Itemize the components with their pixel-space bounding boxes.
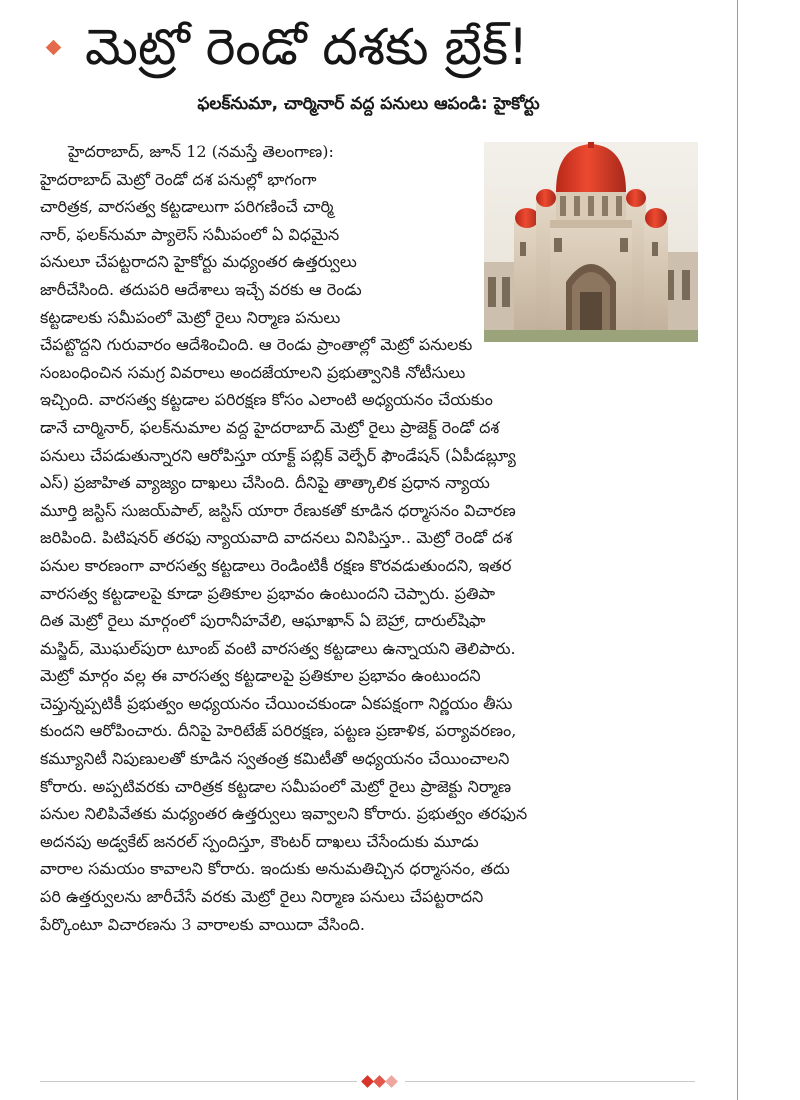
body-line: మస్జిద్, మొఘల్‌పురా టూంబ్ వంటి వారసత్వ కట్టడాలు ఉన్నాయని తెలిపారు. xyxy=(40,638,516,658)
body-line: పనులూ చేపట్టరాదని హైకోర్టు మధ్యంతర ఉత్తర్వులు xyxy=(40,252,357,272)
body-line: కమ్యూనిటీ నిపుణులతో కూడిన స్వతంత్ర కమిటీతో అధ్యయనం చేయించాలని xyxy=(40,749,510,769)
column-divider xyxy=(737,0,738,1100)
body-line: జారీచేసింది. తదుపరి ఆదేశాలు ఇచ్చే వరకు ఆ రెండు xyxy=(40,279,362,299)
body-line: పేర్కొంటూ విచారణను 3 వారాలకు వాయిదా వేసింది. xyxy=(40,914,365,934)
body-line: వారాల సమయం కావాలని కోరారు. ఇందుకు అనుమతిచ్చిన ధర్మాసనం, తదు xyxy=(40,859,510,879)
body-line: పరి ఉత్తర్వులను జారీచేసే వరకు మెట్రో రైలు నిర్మాణ పనులు చేపట్టరాదని xyxy=(40,887,484,907)
body-line: కట్టడాలకు సమీపంలో మెట్రో రైలు నిర్మాణ పనులు xyxy=(40,307,341,327)
body-line: చారిత్రక, వారసత్వ కట్టడాలుగా పరిగణించే చార్మి xyxy=(40,197,334,217)
body-line: ఎస్) ప్రజాహిత వ్యాజ్యం దాఖలు చేసింది. దీనిపై తాత్కాలిక ప్రధాన న్యాయ xyxy=(40,473,490,493)
body-line: మెట్రో మార్గం వల్ల ఈ వారసత్వ కట్టడాలపై ప్రతికూల ప్రభావం ఉంటుందని xyxy=(40,666,481,686)
body-line: మూర్తి జస్టిస్ సుజయ్‌పాల్, జస్టిస్ యారా రేణుకతో కూడిన ధర్మాసనం విచారణ xyxy=(40,500,516,520)
headline xyxy=(38,8,728,86)
body-line: సంబంధించిన సమగ్ర వివరాలు అందజేయాలని ప్రభుత్వానికి నోటీసులు xyxy=(40,362,466,382)
diamond-bullet-icon xyxy=(46,39,62,55)
body-line: నార్, ఫలక్‌నుమా ప్యాలెస్ సమీపంలో ఏ విధమైన xyxy=(40,224,340,244)
headline-text: మెట్రో రెండో దశకు బ్రేక్! xyxy=(85,18,529,76)
body-line: కోరారు. అప్పటివరకు చారిత్రక కట్టడాల సమీపంలో మెట్రో రైలు ప్రాజెక్టు నిర్మాణ xyxy=(40,776,512,796)
ornament-diamond-icon xyxy=(373,1075,386,1088)
body-line: పనుల నిలిపివేతకు మధ్యంతర ఉత్తర్వులు ఇవ్వాలని కోరారు. ప్రభుత్వం తరఫున xyxy=(40,804,528,824)
body-line: దిత మెట్రో రైలు మార్గంలో పురానీహవేలి, ఆఘాఖాన్ ఏ బెహ్రా, దారుల్‌షిఫా xyxy=(40,611,486,631)
body-line: కుందని ఆరోపించారు. దీనిపై హెరిటేజ్ పరిరక్షణ, పట్టణ ప్రణాళిక, పర్యావరణం, xyxy=(40,721,517,741)
body-line: హైదరాబాద్, జూన్ 12 (నమస్తే తెలంగాణ): xyxy=(68,142,334,161)
body-line: హైదరాబాద్ మెట్రో రెండో దశ పనుల్లో భాగంగా xyxy=(40,169,317,189)
subheadline: ఫలక్‌నుమా, చార్మినార్ వద్ద పనులు ఆపండి: హైకోర్టు xyxy=(197,94,540,114)
body-line: పనుల కారణంగా వారసత్వ కట్టడాలు రెండింటికీ రక్షణ కొరవడుతుందని, ఇతర xyxy=(40,555,512,575)
article-body xyxy=(40,138,700,938)
body-line: చెప్తున్నప్పటికీ ప్రభుత్వం అధ్యయనం చేయించకుండా ఏకపక్షంగా నిర్ణయం తీసు xyxy=(40,693,513,713)
body-line: అదనపు అడ్వకేట్ జనరల్ స్పందిస్తూ, కౌంటర్ దాఖలు చేసేందుకు మూడు xyxy=(40,831,479,851)
ornament-diamond-icon xyxy=(385,1075,398,1088)
diamond-ornament-icon xyxy=(357,1074,405,1090)
body-line: వారసత్వ కట్టడాలపై కూడా ప్రతికూల ప్రభావం ఉంటుందని చెప్పారు. ప్రతిపా xyxy=(40,583,496,603)
body-line: చేపట్టొద్దని గురువారం ఆదేశించింది. ఆ రెండు ప్రాంతాల్లో మెట్రో పనులకు xyxy=(40,335,473,355)
body-line: ఇచ్చింది. వారసత్వ కట్టడాల పరిరక్షణ కోసం ఎలాంటి అధ్యయనం చేయకుం xyxy=(40,390,493,410)
body-line: జరిపింది. పిటిషనర్ తరఫు న్యాయవాది వాదనలు వినిపిస్తూ.. మెట్రో రెండో దశ xyxy=(40,528,513,548)
ornament-diamond-icon xyxy=(361,1075,374,1088)
body-line: డానే చార్మినార్, ఫలక్‌నుమాల వద్ద హైదరాబాద్ మెట్రో రైలు ప్రాజెక్ట్ రెండో దశ xyxy=(40,417,500,437)
body-line: పనులు చేపడుతున్నారని ఆరోపిస్తూ యాక్ట్ పబ్లిక్ వెల్ఫేర్ ఫౌండేషన్ (ఏపీడబ్ల్యూ xyxy=(40,445,516,465)
